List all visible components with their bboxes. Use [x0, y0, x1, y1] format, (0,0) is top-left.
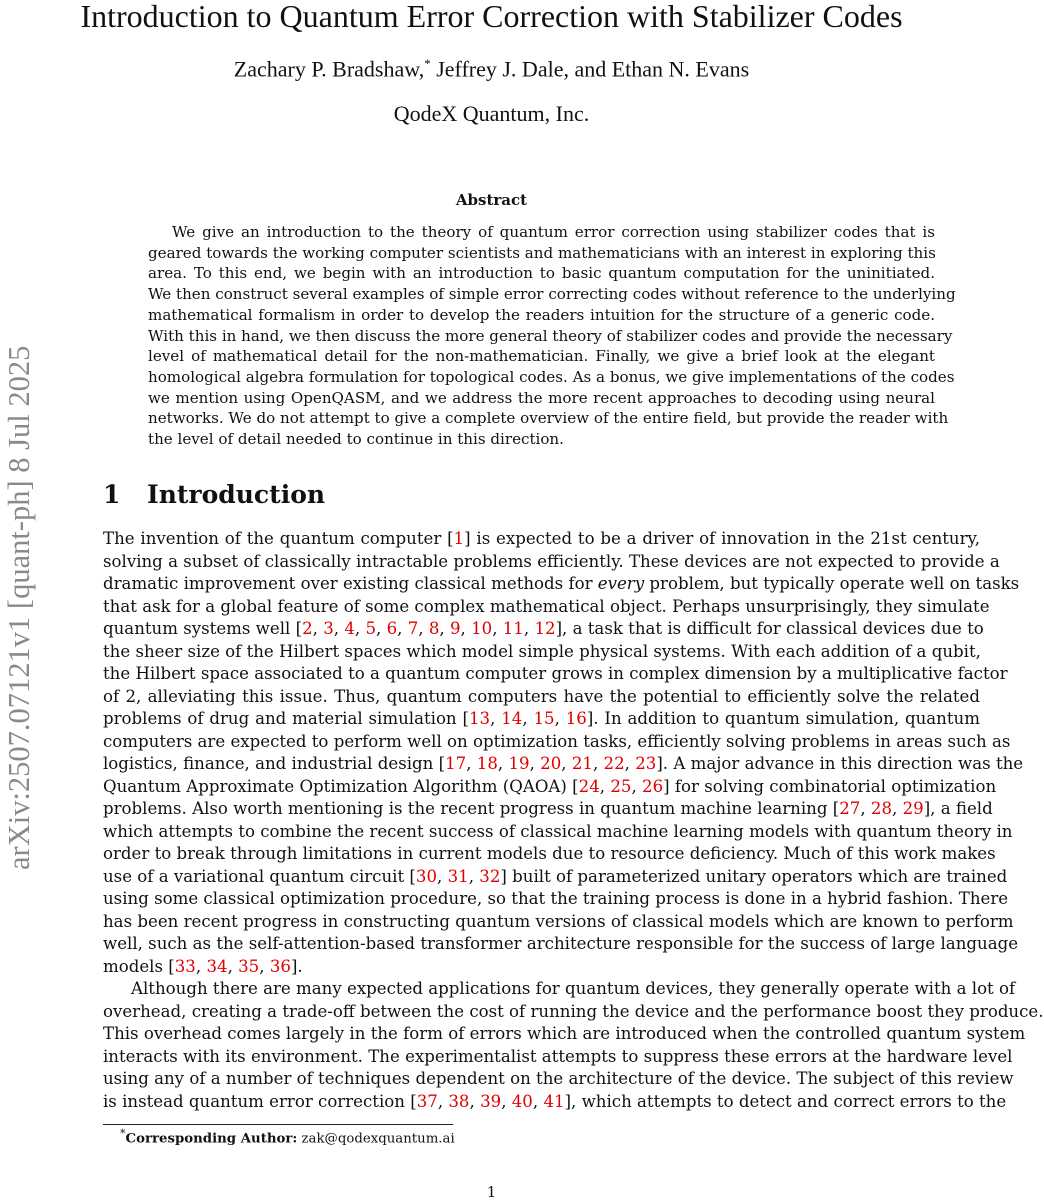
body-line: [103, 686, 980, 709]
author-first: Zachary P. Bradshaw,: [233, 56, 425, 82]
body-text: that ask for a global feature of some complex mathematical object. Perhaps unsurprisingly, they simulate: [103, 596, 990, 616]
arxiv-stamp: [0, 0, 46, 880]
citation-link[interactable]: 30: [415, 866, 438, 886]
abstract-line: we mention using OpenQASM, and we address the more recent approaches to decoding using neural: [148, 388, 935, 407]
citation-link[interactable]: 35: [238, 956, 260, 976]
body-text: ,: [892, 799, 903, 818]
body-text: ]. A major advance in this direction was the: [656, 754, 1024, 773]
body-text: logistics, finance, and industrial design [: [103, 754, 446, 773]
citation-link[interactable]: 14: [501, 709, 523, 728]
citation-link[interactable]: 7: [407, 619, 419, 638]
body-text: has been recent progress in constructing quantum versions of classical models which are known to perform: [103, 911, 1014, 931]
citation-link[interactable]: 24: [578, 776, 600, 796]
citation-link[interactable]: 11: [502, 619, 524, 638]
abstract-heading: Abstract: [455, 191, 528, 209]
body-line: [103, 978, 1016, 1001]
abstract-line: networks. We do not attempt to give a complete overview of the entire field, but provide the reader with: [148, 409, 949, 428]
body-text: ,: [312, 619, 324, 638]
body-text: ,: [437, 1091, 449, 1111]
body-text: order to break through limitations in current models due to resource deficiency. Much of this work makes: [103, 844, 996, 863]
body-text: ], a field: [923, 799, 993, 818]
body-text: interacts with its environment. The experimentalist attempts to suppress these errors at the hardware level: [103, 1046, 1013, 1066]
body-text: ,: [599, 776, 611, 796]
body-text: ,: [490, 709, 502, 728]
citation-link[interactable]: 38: [448, 1091, 470, 1111]
body-text: ,: [592, 754, 604, 773]
author-rest: Jeffrey J. Dale, and Ethan N. Evans: [430, 56, 750, 82]
body-line: [103, 551, 1000, 574]
body-line: [103, 821, 1013, 844]
citation-link[interactable]: 34: [206, 956, 228, 976]
affiliation: QodeX Quantum, Inc.: [393, 101, 590, 126]
citation-link[interactable]: 2: [302, 619, 313, 638]
citation-link[interactable]: 9: [449, 619, 461, 638]
abstract-line: level of mathematical detail for the non-mathematician. Finally, we give a brief look at the elegant: [148, 347, 935, 366]
citation-link[interactable]: 4: [344, 619, 355, 638]
body-line: [103, 1001, 1044, 1024]
body-text: ,: [460, 619, 472, 638]
arxiv-stamp-text: arXiv:2507.07121v1 [quant-ph] 8 Jul 2025: [2, 345, 36, 870]
emphasis-text: every: [597, 574, 645, 593]
body-text: ], which attempts to detect and correct errors to the: [564, 1091, 1007, 1111]
body-text: ,: [469, 1091, 481, 1111]
footnote-email[interactable]: zak@qodexquantum.ai: [297, 1131, 455, 1147]
abstract-line: the level of detail needed to continue in this direction.: [148, 430, 564, 449]
body-line: [103, 753, 1024, 776]
body-text: ,: [195, 956, 207, 976]
citation-link[interactable]: 10: [471, 619, 493, 638]
abstract-body: [148, 222, 956, 450]
footnote-divider: [103, 1124, 453, 1125]
citation-link[interactable]: 3: [323, 619, 334, 638]
body-text: the Hilbert space associated to a quantum computer grows in complex dimension by a multiplicative factor: [103, 664, 1008, 683]
citation-link[interactable]: 21: [571, 754, 593, 773]
body-line: [103, 708, 980, 731]
body-text: problems. Also worth mentioning is the recent progress in quantum machine learning [: [103, 799, 840, 818]
body-text: The invention of the quantum computer [: [103, 529, 454, 548]
body-line: [103, 776, 997, 799]
body-text: ,: [437, 866, 448, 886]
body-line: [103, 641, 980, 664]
citation-link[interactable]: 39: [480, 1091, 502, 1111]
body-text: overhead, creating a trade-off between the cost of running the device and the performance boost they produce.: [103, 1001, 1044, 1021]
body-text: ,: [522, 709, 534, 728]
section-heading: [103, 480, 325, 509]
body-text: ,: [561, 754, 572, 773]
body-text: ,: [529, 754, 541, 773]
body-text: well, such as the self-attention-based transformer architecture responsible for the success of large language: [103, 934, 1019, 953]
paper-title: Introduction to Quantum Error Correction with Stabilizer Codes: [80, 0, 903, 34]
body-text: is instead quantum error correction [: [103, 1091, 417, 1111]
body-line: [103, 866, 1008, 889]
citation-link[interactable]: 1: [453, 529, 465, 548]
body-text: use of a variational quantum circuit [: [103, 866, 416, 886]
body-text: ], a task that is difficult for classical devices due to: [555, 619, 984, 638]
citation-link[interactable]: 40: [511, 1091, 533, 1111]
body-text: ,: [439, 619, 450, 638]
page-number: 1: [486, 1183, 497, 1201]
citation-link[interactable]: 18: [476, 754, 498, 773]
body-line: [103, 843, 996, 866]
body-line: [103, 1023, 1026, 1046]
citation-link[interactable]: 27: [839, 799, 861, 818]
citation-link[interactable]: 33: [174, 956, 196, 976]
footnote-mark: *: [120, 1127, 126, 1140]
body-text: which attempts to combine the recent success of classical machine learning models with quantum theory in: [103, 821, 1013, 841]
citation-link[interactable]: 17: [445, 754, 467, 773]
body-text: ,: [492, 619, 503, 638]
body-text: ] is expected to be a driver of innovation in the 21st century,: [464, 529, 980, 548]
body-text: problems of drug and material simulation [: [103, 709, 469, 728]
body-text: ] for solving combinatorial optimization: [663, 776, 997, 796]
citation-link[interactable]: 13: [468, 709, 491, 728]
body-text: ,: [333, 619, 345, 638]
citation-link[interactable]: 37: [416, 1091, 438, 1111]
body-text: using some classical optimization procedure, so that the training process is done in a hybrid fashion. There: [103, 889, 1009, 908]
citation-link[interactable]: 20: [540, 754, 562, 773]
body-line: [103, 1068, 1014, 1091]
body-text: quantum systems well [: [103, 619, 303, 638]
body-line: [103, 528, 980, 551]
footnote: [120, 1127, 455, 1146]
body-text: ,: [376, 619, 387, 638]
body-text: dramatic improvement over existing classical methods for: [103, 574, 598, 593]
citation-link[interactable]: 8: [428, 619, 440, 638]
body-line: [103, 888, 1009, 911]
abstract-line: We give an introduction to the theory of quantum error correction using stabilizer codes that is: [172, 223, 935, 241]
citation-link[interactable]: 29: [902, 799, 924, 818]
body-line: [103, 596, 990, 619]
body-text: ] built of parameterized unitary operators which are trained: [500, 866, 1008, 886]
body-text: ,: [497, 754, 509, 773]
body-text: ].: [290, 956, 303, 976]
body-text: ,: [631, 776, 643, 796]
citation-link[interactable]: 36: [269, 956, 291, 976]
citation-link[interactable]: 16: [565, 709, 587, 728]
body-text: This overhead comes largely in the form of errors which are introduced when the controlled quantum system: [103, 1024, 1026, 1043]
body-line: [103, 573, 1020, 596]
body-line: [103, 731, 1011, 754]
citation-link[interactable]: 23: [635, 754, 657, 773]
body-line: [103, 956, 980, 979]
abstract-line: We then construct several examples of simple error correcting codes without reference to the underlying: [148, 285, 956, 304]
citation-link[interactable]: 6: [386, 619, 398, 638]
citation-link[interactable]: 31: [447, 866, 469, 886]
citation-link[interactable]: 12: [534, 619, 556, 638]
body-line: [103, 911, 1014, 934]
body-text: ,: [466, 754, 477, 773]
body-text: ,: [624, 754, 636, 773]
body-line: [103, 1046, 1013, 1069]
citation-link[interactable]: 19: [508, 754, 530, 773]
body-text: ,: [532, 1091, 544, 1111]
body-text: ,: [397, 619, 408, 638]
body-text: using any of a number of techniques dependent on the architecture of the device. The subject of this review: [103, 1069, 1014, 1088]
body-text: ,: [468, 866, 480, 886]
citation-link[interactable]: 22: [603, 754, 625, 773]
citation-link[interactable]: 28: [870, 799, 893, 818]
section-number: 1: [103, 480, 121, 509]
body-line: [103, 618, 984, 641]
body-text: ,: [418, 619, 429, 638]
body-text: solving a subset of classically intractable problems efficiently. These devices are not expected to provide a: [103, 551, 1000, 571]
abstract-line: homological algebra formulation for topological codes. As a bonus, we give implementations of the codes: [148, 367, 955, 386]
author-footnote-mark[interactable]: *: [424, 56, 431, 71]
body-text: ,: [860, 799, 871, 818]
body-text: ,: [523, 619, 535, 638]
body-line: [103, 1091, 1007, 1114]
body-text: models [: [103, 956, 175, 976]
footnote-label: Corresponding Author:: [125, 1131, 298, 1147]
body-line: [103, 663, 1008, 686]
body-text: ,: [354, 619, 366, 638]
body-line: [103, 933, 1019, 956]
citation-link[interactable]: 25: [610, 776, 632, 796]
body-text: computers are expected to perform well on optimization tasks, efficiently solving problems in areas such as: [103, 731, 1011, 751]
body-text: ,: [554, 709, 566, 728]
citation-link[interactable]: 41: [543, 1091, 565, 1111]
author-list: [0, 56, 983, 82]
body-text: ]. In addition to quantum simulation, quantum: [586, 709, 980, 728]
body-text: ,: [501, 1091, 512, 1111]
body-text: Although there are many expected applications for quantum devices, they generally operate with a lot of: [131, 979, 1016, 998]
abstract-line: With this in hand, we then discuss the more general theory of stabilizer codes and provide the necessary: [148, 326, 953, 345]
abstract-line: geared towards the working computer scientists and mathematicians with an interest in exploring this: [148, 243, 936, 262]
body-text: ,: [259, 956, 270, 976]
abstract-line: area. To this end, we begin with an introduction to basic quantum computation for the uninitiated.: [148, 264, 935, 283]
citation-link[interactable]: 5: [365, 619, 376, 638]
body-text: Quantum Approximate Optimization Algorithm (QAOA) [: [103, 776, 579, 796]
citation-link[interactable]: 32: [479, 866, 501, 886]
citation-link[interactable]: 26: [642, 776, 664, 796]
introduction-body: [103, 528, 1044, 1113]
body-text: the sheer size of the Hilbert spaces which model simple physical systems. With each addition of a qubit,: [103, 641, 981, 661]
body-text: of 2, alleviating this issue. Thus, quantum computers have the potential to efficiently solve the related: [103, 686, 980, 706]
abstract-line: mathematical formalism in order to develop the readers intuition for the structure of a generic code.: [148, 305, 935, 324]
body-text: ,: [227, 956, 239, 976]
section-title: Introduction: [147, 480, 326, 509]
body-line: [103, 798, 993, 821]
body-text: problem, but typically operate well on tasks: [644, 574, 1020, 593]
citation-link[interactable]: 15: [533, 709, 555, 728]
